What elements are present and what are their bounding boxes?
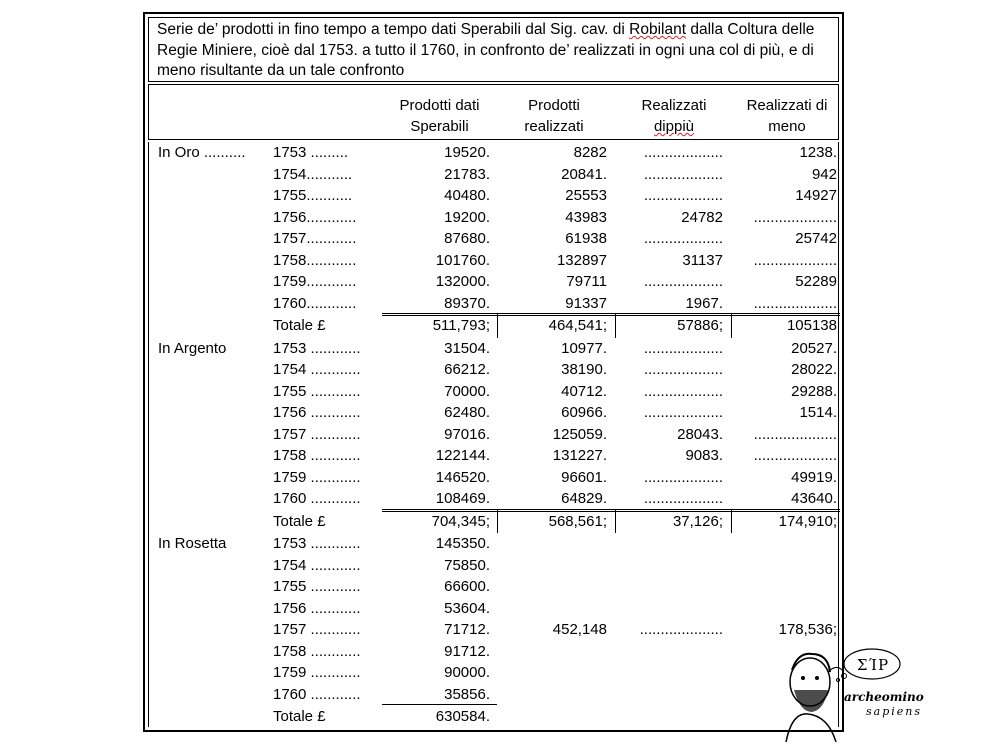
sperabili-cell: 87680. bbox=[444, 230, 490, 247]
meno-cell: .................... bbox=[753, 208, 837, 226]
header-line: Prodotti dati bbox=[399, 97, 480, 114]
sperabili-cell: 91712. bbox=[444, 642, 490, 660]
title-part-2: dalla Coltura delle Regie Miniere, cioè dal 1753. a tutto il 1760, in confronto de’ realizzati in ogni una col di più, e di meno risultante da un tale confronto bbox=[157, 21, 815, 79]
table-row bbox=[149, 445, 838, 467]
sperabili-cell: 70000. bbox=[444, 382, 490, 400]
total-dippiu-cell: 57886; bbox=[677, 317, 723, 334]
realizzati-cell: 79711 bbox=[566, 273, 607, 290]
total-realizzati-cell: 568,561; bbox=[548, 512, 607, 530]
meno-cell: 1238. bbox=[799, 144, 837, 161]
logo-text-archeomino: archeomino bbox=[844, 690, 924, 704]
realizzati-cell: 64829. bbox=[561, 490, 607, 507]
sperabili-cell: 19520. bbox=[444, 144, 490, 161]
table-row bbox=[149, 619, 838, 641]
sperabili-cell: 97016. bbox=[444, 425, 490, 443]
table-row bbox=[149, 250, 838, 272]
meno-cell: 20527. bbox=[791, 339, 837, 357]
realizzati-cell: 20841. bbox=[561, 165, 607, 183]
year-cell: 1760 ............ bbox=[273, 685, 361, 703]
table-row bbox=[149, 662, 838, 684]
dippiu-cell: ................... bbox=[643, 382, 723, 400]
year-cell: 1759 ............ bbox=[273, 468, 361, 486]
year-cell: 1754 ............ bbox=[273, 361, 361, 378]
total-meno-cell: 105138 bbox=[786, 317, 837, 334]
meno-cell: 25742 bbox=[795, 230, 837, 247]
table-row bbox=[149, 164, 838, 186]
year-cell: 1755 ............ bbox=[273, 578, 361, 595]
realizzati-cell: 452,148 bbox=[552, 621, 607, 638]
title-part-1: Serie de’ prodotti in fino tempo a tempo dati Sperabili dal Sig. cav. di bbox=[157, 21, 630, 38]
archeomino-sapiens-logo bbox=[778, 642, 958, 742]
meno-cell: 28022. bbox=[791, 361, 837, 378]
header-line: meno bbox=[768, 118, 806, 135]
sperabili-cell: 31504. bbox=[444, 339, 490, 357]
sperabili-cell: 122144. bbox=[435, 447, 490, 464]
table-row bbox=[149, 402, 838, 424]
year-cell: 1754........... bbox=[273, 165, 353, 183]
table-row bbox=[149, 598, 838, 620]
dippiu-cell: .................... bbox=[639, 621, 723, 638]
meno-cell: 29288. bbox=[791, 382, 837, 400]
dippiu-cell: ................... bbox=[643, 187, 723, 204]
dippiu-cell: ................... bbox=[643, 273, 723, 290]
meno-cell: 43640. bbox=[791, 490, 837, 507]
year-cell: 1755........... bbox=[273, 187, 353, 204]
dippiu-cell: ................... bbox=[643, 490, 723, 507]
year-cell: 1758 ............ bbox=[273, 447, 361, 464]
sperabili-cell: 90000. bbox=[444, 664, 490, 681]
dippiu-cell: ................... bbox=[643, 404, 723, 421]
total-dippiu-cell: 37,126; bbox=[672, 512, 723, 530]
table-row bbox=[149, 488, 838, 510]
year-cell: 1757 ............ bbox=[273, 621, 361, 638]
year-cell: 1759............ bbox=[273, 273, 357, 290]
sperabili-cell: 146520. bbox=[435, 468, 490, 486]
document-title bbox=[148, 17, 839, 82]
table-row bbox=[149, 576, 838, 598]
realizzati-cell: 25553 bbox=[565, 187, 607, 204]
header-line: dippiù bbox=[653, 118, 695, 135]
dippiu-cell: 9083. bbox=[685, 447, 723, 464]
table-row bbox=[149, 424, 838, 446]
header-line: realizzati bbox=[524, 118, 584, 135]
sperabili-cell: 101760. bbox=[435, 251, 490, 269]
sperabili-cell: 66600. bbox=[444, 578, 490, 595]
total-row bbox=[149, 315, 838, 337]
total-row bbox=[149, 511, 838, 533]
year-cell: 1757 ............ bbox=[273, 425, 361, 443]
meno-cell: .................... bbox=[753, 251, 837, 269]
column-separator bbox=[497, 509, 498, 534]
sperabili-cell: 62480. bbox=[444, 404, 490, 421]
column-separator bbox=[731, 509, 732, 534]
realizzati-cell: 131227. bbox=[552, 447, 607, 464]
year-cell: 1757............ bbox=[273, 230, 357, 247]
meno-cell: 14927 bbox=[795, 187, 837, 204]
dippiu-cell: 24782 bbox=[681, 208, 723, 226]
total-label: Totale £ bbox=[273, 708, 326, 725]
table-row bbox=[149, 207, 838, 229]
realizzati-cell: 40712. bbox=[561, 382, 607, 400]
realizzati-cell: 43983 bbox=[565, 208, 607, 226]
sperabili-cell: 132000. bbox=[435, 273, 490, 290]
section-label: In Oro .......... bbox=[158, 144, 246, 161]
year-cell: 1754 ............ bbox=[273, 556, 361, 574]
header-line: Realizzati di bbox=[746, 97, 828, 114]
meno-cell: 52289 bbox=[795, 273, 837, 290]
realizzati-cell: 132897 bbox=[556, 251, 607, 269]
dippiu-cell: 28043. bbox=[677, 425, 723, 443]
year-cell: 1756 ............ bbox=[273, 404, 361, 421]
sperabili-cell: 19200. bbox=[444, 208, 490, 226]
table-row bbox=[149, 271, 838, 293]
table-body bbox=[148, 142, 839, 727]
year-cell: 1759 ............ bbox=[273, 664, 361, 681]
document-page bbox=[143, 12, 844, 732]
year-cell: 1753 ............ bbox=[273, 535, 361, 552]
meno-cell: .................... bbox=[753, 425, 837, 443]
year-cell: 1758............ bbox=[273, 251, 357, 269]
realizzati-cell: 38190. bbox=[561, 361, 607, 378]
sperabili-cell: 40480. bbox=[444, 187, 490, 204]
meno-cell: .................... bbox=[753, 447, 837, 464]
year-cell: 1755 ............ bbox=[273, 382, 361, 400]
header-prodotti-sperabili bbox=[382, 95, 497, 137]
table-row bbox=[149, 228, 838, 250]
logo-bubble-text: ΣΊΡ bbox=[856, 656, 890, 674]
realizzati-cell: 8282 bbox=[573, 144, 607, 161]
realizzati-cell: 96601. bbox=[561, 468, 607, 486]
title-robilant: Robilant bbox=[629, 21, 687, 38]
realizzati-cell: 61938 bbox=[565, 230, 607, 247]
table-row bbox=[149, 533, 838, 555]
header-line: Sperabili bbox=[410, 118, 469, 135]
table-row bbox=[149, 338, 838, 360]
year-cell: 1760............ bbox=[273, 294, 357, 312]
sperabili-cell: 145350. bbox=[435, 535, 490, 552]
total-row bbox=[149, 706, 838, 728]
table-row bbox=[149, 684, 838, 706]
sperabili-cell: 108469. bbox=[435, 490, 490, 507]
column-separator bbox=[615, 313, 616, 338]
total-label: Totale £ bbox=[273, 317, 326, 334]
logo-text-sapiens: sapiens bbox=[866, 705, 923, 718]
header-realizzati-dippiu bbox=[619, 95, 729, 137]
table-header bbox=[148, 84, 839, 140]
meno-cell: 49919. bbox=[791, 468, 837, 486]
realizzati-cell: 10977. bbox=[561, 339, 607, 357]
dippiu-cell: ................... bbox=[643, 339, 723, 357]
dippiu-cell: 1967. bbox=[685, 294, 723, 312]
year-cell: 1756............ bbox=[273, 208, 357, 226]
total-label: Totale £ bbox=[273, 512, 326, 530]
sperabili-cell: 71712. bbox=[444, 621, 490, 638]
year-cell: 1753 ............ bbox=[273, 339, 361, 357]
total-sperabili-cell: 630584. bbox=[435, 708, 490, 725]
meno-cell: 178,536; bbox=[778, 621, 837, 638]
realizzati-cell: 125059. bbox=[552, 425, 607, 443]
sperabili-cell: 66212. bbox=[444, 361, 490, 378]
year-cell: 1756 ............ bbox=[273, 599, 361, 617]
table-row bbox=[149, 185, 838, 207]
dippiu-cell: ................... bbox=[643, 144, 723, 161]
table-row bbox=[149, 381, 838, 403]
sperabili-cell: 35856. bbox=[444, 685, 490, 703]
dippiu-cell: 31137 bbox=[682, 251, 723, 269]
section-label: In Rosetta bbox=[158, 535, 227, 552]
realizzati-cell: 91337 bbox=[565, 294, 607, 312]
meno-cell: .................... bbox=[753, 294, 837, 312]
table-row bbox=[149, 142, 838, 164]
year-cell: 1758 ............ bbox=[273, 642, 361, 660]
section-label: In Argento bbox=[158, 339, 227, 357]
sperabili-cell: 75850. bbox=[444, 556, 490, 574]
table-row bbox=[149, 641, 838, 663]
realizzati-cell: 60966. bbox=[561, 404, 607, 421]
column-separator bbox=[497, 313, 498, 338]
dippiu-cell: ................... bbox=[643, 468, 723, 486]
table-row bbox=[149, 467, 838, 489]
year-cell: 1753 ......... bbox=[273, 144, 349, 161]
meno-cell: 1514. bbox=[799, 404, 837, 421]
sperabili-cell: 21783. bbox=[444, 165, 490, 183]
total-realizzati-cell: 464,541; bbox=[548, 317, 607, 334]
table-row bbox=[149, 293, 838, 315]
total-rule bbox=[382, 704, 497, 705]
dippiu-cell: ................... bbox=[643, 361, 723, 378]
sperabili-cell: 53604. bbox=[444, 599, 490, 617]
total-meno-cell: 174,910; bbox=[778, 512, 837, 530]
dippiu-cell: ................... bbox=[643, 165, 723, 183]
header-line: Prodotti bbox=[528, 97, 580, 114]
header-prodotti-realizzati bbox=[501, 95, 607, 137]
column-separator bbox=[731, 313, 732, 338]
sperabili-cell: 89370. bbox=[444, 294, 490, 312]
table-row bbox=[149, 359, 838, 381]
dippiu-cell: ................... bbox=[643, 230, 723, 247]
meno-cell: 942 bbox=[811, 165, 837, 183]
header-line: Realizzati bbox=[641, 97, 707, 114]
year-cell: 1760 ............ bbox=[273, 490, 361, 507]
header-realizzati-meno bbox=[734, 95, 840, 137]
total-sperabili-cell: 704,345; bbox=[431, 512, 490, 530]
table-row bbox=[149, 555, 838, 577]
total-sperabili-cell: 511,793; bbox=[432, 317, 490, 334]
column-separator bbox=[615, 509, 616, 534]
